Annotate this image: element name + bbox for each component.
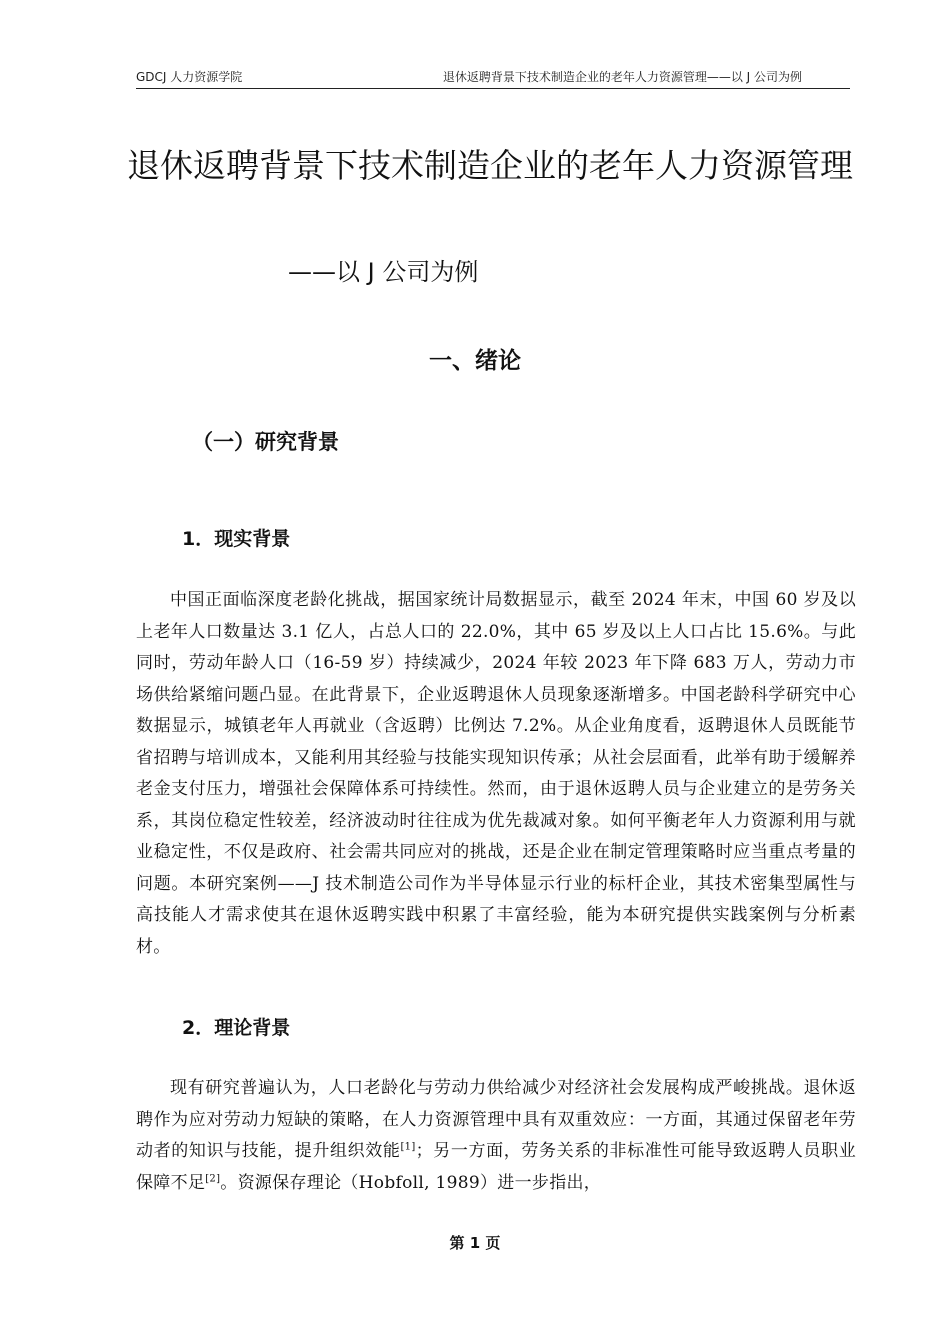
chapter-heading: 一、绪论: [429, 348, 521, 374]
running-header: [136, 68, 850, 89]
body-paragraph-practical: 中国正面临深度老龄化挑战，据国家统计局数据显示，截至 2024 年末，中国 60 岁及以上老年人口数量达 3.1 亿人，占总人口的 22.0%，其中 65 岁及以上人口占比 15.6%。与此同时，劳动年龄人口（16-59 岁）持续减少，2024 年较 2023 年下降 683 万人，劳动力市场供给紧缩问题凸显。在此背景下，企业返聘退休人员现象逐渐增多。中国老龄科学研究中心数据显示，城镇老年人再就业（含返聘）比例达 7.2%。从企业角度看，返聘退休人员既能节省招聘与培训成本，又能利用其经验与技能实现知识传承；从社会层面看，此举有助于缓解养老金支付压力，增强社会保障体系可持续性。然而，由于退休返聘人员与企业建立的是劳务关系，其岗位稳定性较差，经济波动时往往成为优先裁减对象。如何平衡老年人力资源利用与就业稳定性，不仅是政府、社会需共同应对的挑战，还是企业在制定管理策略时应当重点考量的问题。本研究案例——J 技术制造公司作为半导体显示行业的标杆企业，其技术密集型属性与高技能人才需求使其在退休返聘实践中积累了丰富经验，能为本研究提供实践案例与分析素材。: [136, 590, 856, 957]
section-heading: （一）研究背景: [192, 430, 339, 454]
paragraph-text-2: ；另一方面，劳务关系的非标准性可能导致返聘人员职业保障不足: [136, 1141, 857, 1193]
body-paragraph-theoretical: [136, 1073, 856, 1199]
header-institution: GDCJ 人力资源学院: [136, 70, 243, 84]
header-document-title: 退休返聘背景下技术制造企业的老年人力资源管理——以 J 公司为例: [442, 70, 802, 84]
subsection-heading-practical: 1．现实背景: [182, 528, 291, 550]
subsection-heading-theoretical: 2．理论背景: [182, 1017, 291, 1039]
paragraph-text-3: 。资源保存理论（Hobfoll, 1989）进一步指出，: [220, 1172, 602, 1193]
citation-2[interactable]: [2]: [205, 1172, 221, 1184]
page-number: 第 1 页: [449, 1234, 501, 1252]
document-title: 退休返聘背景下技术制造企业的老年人力资源管理: [127, 146, 853, 185]
paragraph-text-1: 现有研究普遍认为，人口老龄化与劳动力供给减少对经济社会发展构成严峻挑战。退休返聘作为应对劳动力短缺的策略，在人力资源管理中具有双重效应：一方面，其通过保留老年劳动者的知识与技能，提升组织效能: [136, 1078, 856, 1161]
document-subtitle: ——以 J 公司为例: [288, 258, 479, 286]
citation-1[interactable]: [1]: [400, 1141, 416, 1153]
